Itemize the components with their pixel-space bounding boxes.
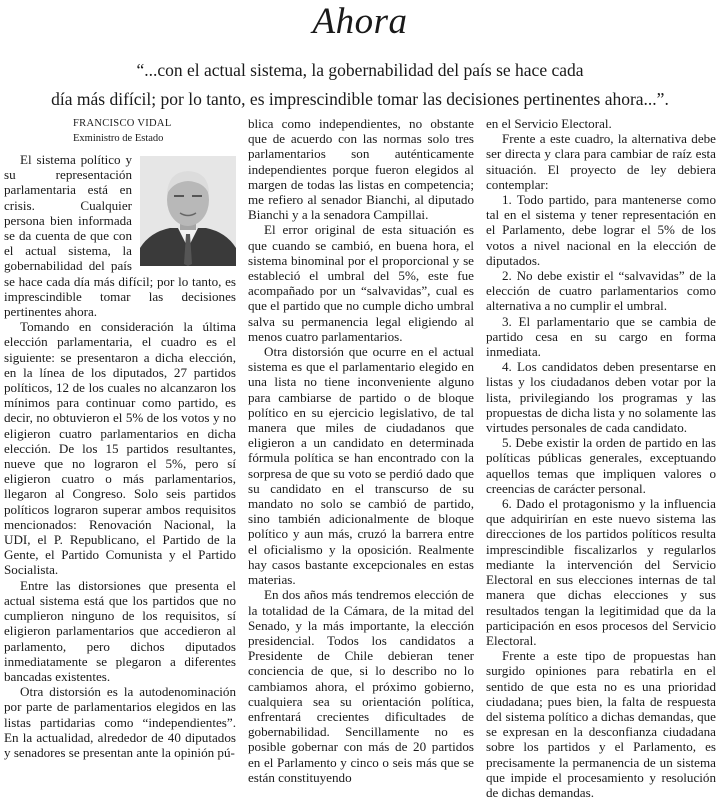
article-paragraph: Tomando en consideración la última elección parlamentaria, el cuadro es el siguiente: se presentaron a dicha elección, en la línea de los diputados, 27 partidos políticos, 12 de los cuales no alcanzaron los mínimos para continuar como partido, es decir, no obtuvieron el 5% de los votos y no eligieron cuatro parlamentarios en dicha elección. De los 15 partidos resultantes, nueve que no lograron el 5%, pero sí eligieron cuatro o más parlamentarios, llegaron al Congreso. Solo seis partidos políticos lograron superar ambos requisitos mencionados: Renovación Nacional, la UDI, el P. Republicano, el Partido de la Gente, el Partido Comunista y el Partido Socialista. bbox=[4, 319, 236, 578]
article-paragraph: 3. El parlamentario que se cambia de partido cesa en su cargo en forma inmediata. bbox=[486, 313, 716, 360]
article-paragraph: blica como independientes, no obstante que de acuerdo con las normas solo tres parlamentarios son auténticamente independientes porque fueron elegidos al margen de todas las listas en competencia; me refiero al senador Bianchi, al diputado Bianchi y a la senadora Campillai. bbox=[248, 116, 474, 223]
article-column-3 bbox=[486, 116, 716, 800]
article-paragraph: Otra distorsión es la autodenominación por parte de parlamentarios elegidos en las listas partidarias como “independientes”. En la actualidad, alrededor de 40 diputados y senadores se presentan ante la opinión pú- bbox=[4, 684, 236, 760]
article-paragraph: Frente a este tipo de propuestas han surgido opiniones para rebatirla en el sentido de que esta no es una prioridad ciudadana; pues bien, la falta de respuesta del sistema político a dichas demandas, que se expresan en la desconfianza ciudadana sobre los partidos y el Parlamento, es precisamente la permanencia de un sistema que impide el procesamiento y resolución de dichas demandas. bbox=[486, 648, 716, 800]
portrait-photo-icon bbox=[140, 156, 236, 266]
author-name: FRANCISCO VIDAL bbox=[73, 118, 172, 129]
pull-quote-line: día más difícil; por lo tanto, es imprescindible tomar las decisiones pertinentes ahora...”. bbox=[51, 89, 669, 109]
article-paragraph: El sistema político y su representación parlamentaria está en crisis. Cualquier persona bien informada se da cuenta de que con el actual sistema, la gobernabilidad del país se hace cada día más difícil; por lo tanto, es imprescindible tomar las decisiones pertinentes ahora. bbox=[4, 152, 236, 320]
article-paragraph: 5. Debe existir la orden de partido en las políticas públicas generales, exceptuando aquellos temas que impliquen valores o creencias de carácter personal. bbox=[486, 435, 716, 496]
article-column-1 bbox=[4, 152, 236, 760]
article-paragraph: Frente a este cuadro, la alternativa debe ser directa y clara para cambiar de raíz esta situación. El proyecto de ley debiera contemplar: bbox=[486, 131, 716, 192]
article-paragraph: En dos años más tendremos elección de la totalidad de la Cámara, de la mitad del Senado, y la más importante, la elección presidencial. Todos los candidatos a Presidente de Chile debieran tener conciencia de que, si lo describo no lo cambiamos ahora, el próximo gobierno, cualquiera sea su orientación política, enfrentará crecientes dificultades de gobernabilidad. Sencillamente no es posible gobernar con más de 20 partidos en el Parlamento y cinco o seis más que se están constituyendo bbox=[248, 587, 474, 785]
article-paragraph: 1. Todo partido, para mantenerse como tal en el sistema y tener representación en el Parlamento, debe lograr el 5% de los votos a nivel nacional en la elección de diputados. bbox=[486, 192, 716, 268]
pull-quote bbox=[20, 56, 700, 114]
article-paragraph: 4. Los candidatos deben presentarse en listas y los ciudadanos deben votar por la lista, privilegiando los programas y las propuestas de dicha lista y no solamente las virtudes personales de cada candidato. bbox=[486, 359, 716, 436]
article-paragraph: en el Servicio Electoral. bbox=[486, 116, 612, 131]
article-paragraph: Entre las distorsiones que presenta el actual sistema está que los partidos que no cumplieron ninguno de los requisitos, sí eligieron parlamentarios que accedieron al parlamento, pero dichos diputados inmediatamente se plegaron a diferentes bancadas existentes. bbox=[4, 577, 236, 684]
pull-quote-line: “...con el actual sistema, la gobernabilidad del país se hace cada bbox=[136, 60, 584, 80]
article-paragraph: Otra distorsión que ocurre en el actual sistema es que el parlamentario elegido en una lista no tiene inconveniente alguno para cambiarse de partido o de bloque político en su ejercicio legislativo, de tal manera que miles de ciudadanos que eligieron a un candidato en determinada fórmula política se han encontrado con la sorpresa de que su voto se perdió dado que su candidato en el transcurso de su mandato no solo se cambió de partido, sino también adicionalmente de bloque político y aun más, cruzó la barrera entre el oficialismo y la oposición. Realmente hay casos bastante excepcionales en estas materias. bbox=[248, 344, 474, 588]
article-paragraph: 2. No debe existir el “salvavidas” de la elección de cuatro parlamentarios como alternativa a no cumplir el umbral. bbox=[486, 268, 716, 314]
article-paragraph: 6. Dado el protagonismo y la influencia que adquirirían en este nuevo sistema las direcciones de los partidos políticos resulta imprescindible fiscalizarlos y regularlos mediante la intervención del Servicio Electoral en sus elecciones internas de tal manera que dichas elecciones y sus resultados tengan la legitimidad que da la participación en esos procesos del Servicio Electoral. bbox=[486, 496, 716, 648]
author-byline bbox=[73, 116, 172, 146]
author-role: Exministro de Estado bbox=[73, 133, 164, 144]
article-title: Ahora bbox=[312, 1, 408, 42]
article-column-2 bbox=[248, 116, 474, 785]
article-paragraph: El error original de esta situación es que cuando se cambió, en buena hora, el sistema binominal por el proporcional y se estableció el umbral del 5%, este fue acompañado por un “salvavidas”, cual es que el partido que no cumple dicho umbral salva su permanencia legal eligiendo al menos cuatro parlamentarios. bbox=[248, 222, 474, 344]
